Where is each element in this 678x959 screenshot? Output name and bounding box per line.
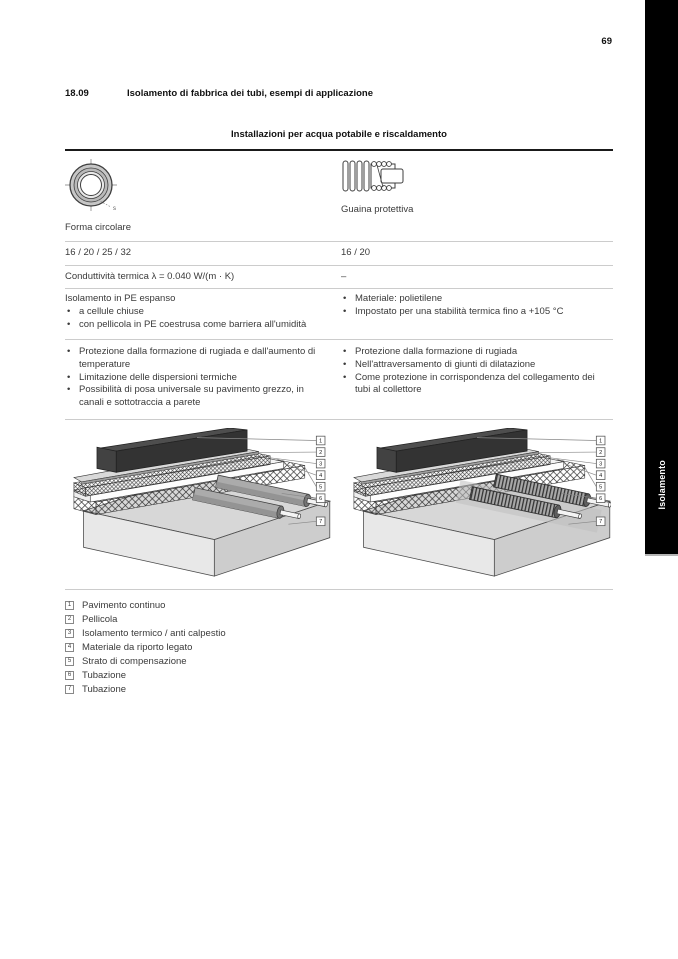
legend-label: Tubazione <box>82 670 127 682</box>
conductivity-right: – <box>341 270 347 282</box>
table-row-diagrams <box>65 420 613 590</box>
legend-item <box>65 683 613 697</box>
legend-label: Pellicola <box>82 614 118 626</box>
callout-7: 7 <box>319 519 323 526</box>
legend-number-box: 1 <box>65 601 74 610</box>
legend-label: Pavimento continuo <box>82 600 166 612</box>
legend-label: Isolamento termico / anti calpestio <box>82 628 226 640</box>
legend-label: Materiale da riporto legato <box>82 642 193 654</box>
cell-guaina-protettiva <box>341 158 613 235</box>
sizes-left: 16 / 20 / 25 / 32 <box>65 246 132 258</box>
callout-6: 6 <box>319 496 323 503</box>
bullet-dot: • <box>343 358 347 370</box>
legend-label: Tubazione <box>82 684 127 696</box>
properties-left <box>65 346 341 410</box>
page-number: 69 <box>601 36 612 47</box>
table-row-properties <box>65 340 613 420</box>
list-item: • Protezione dalla formazione di rugiada e dall'aumento di temperature <box>67 345 316 370</box>
legend-item <box>65 655 613 669</box>
bullet-dot: • <box>67 371 71 383</box>
bullet-dot: • <box>343 345 347 357</box>
callout-7: 7 <box>599 519 603 526</box>
properties-right <box>341 346 613 410</box>
callout-2: 2 <box>599 449 603 456</box>
material-intro: Isolamento in PE espanso <box>65 293 176 305</box>
list-item: • Come protezione in corrispondenza del collegamento dei tubi al collettore <box>343 371 595 396</box>
callout-5: 5 <box>319 484 323 491</box>
callout-1: 1 <box>319 438 323 445</box>
bullet-dot: • <box>67 345 71 357</box>
legend-item <box>65 627 613 641</box>
bullet-dot: • <box>67 319 71 331</box>
table-row-material <box>65 289 613 339</box>
table-header: Installazioni per acqua potabile e riscaldamento <box>65 129 613 151</box>
legend-item <box>65 669 613 683</box>
bullet-dot: • <box>343 293 347 305</box>
page-content <box>65 0 613 697</box>
callout-3: 3 <box>599 461 603 468</box>
material-right <box>341 293 613 331</box>
callout-4: 4 <box>319 473 323 480</box>
list-item: • Limitazione delle dispersioni termiche <box>67 371 237 383</box>
section-number: 18.09 <box>65 88 89 99</box>
list-item: • Materiale: polietilene <box>343 293 443 305</box>
bullet-dot: • <box>343 371 347 383</box>
legend-label: Strato di compensazione <box>82 656 187 668</box>
legend-item <box>65 641 613 655</box>
conductivity-left: Conduttività termica λ = 0.040 W/(m · K) <box>65 270 235 282</box>
list-item: • Nell'attraversamento di giunti di dilatazione <box>343 358 536 370</box>
legend-number-box: 2 <box>65 615 74 624</box>
floor-cross-section-diagram-sheathed-pipes <box>345 428 611 580</box>
legend-number-box: 6 <box>65 671 74 680</box>
list-item: • Impostato per una stabilità termica fino a +105 °C <box>343 306 564 318</box>
legend-item <box>65 599 613 613</box>
callout-3: 3 <box>319 461 323 468</box>
callout-2: 2 <box>319 449 323 456</box>
bullet-dot: • <box>67 306 71 318</box>
list-item: • Protezione dalla formazione di rugiada <box>343 345 518 357</box>
corrugated-sheath-icon <box>341 158 405 194</box>
bullet-dot: • <box>343 306 347 318</box>
callout-5: 5 <box>599 484 603 491</box>
callout-6: 6 <box>599 496 603 503</box>
side-tab-label: Isolamento <box>656 460 667 510</box>
legend-number-box: 4 <box>65 643 74 652</box>
table-row-conductivity <box>65 266 613 290</box>
side-tab <box>645 0 678 554</box>
icon-caption-right: Guaina protettiva <box>341 204 414 215</box>
legend-number-box: 3 <box>65 629 74 638</box>
material-left <box>65 293 341 331</box>
list-item: • a cellule chiuse <box>67 306 144 318</box>
legend-number-box: 5 <box>65 657 74 666</box>
circular-pipe-cross-section-icon <box>65 158 123 218</box>
legend-number-box: 7 <box>65 685 74 694</box>
dimension-label-s: s <box>113 206 116 212</box>
table-row-sizes <box>65 242 613 266</box>
sizes-right: 16 / 20 <box>341 246 371 258</box>
legend-item <box>65 613 613 627</box>
table-row-icons <box>65 151 613 242</box>
icon-caption-left: Forma circolare <box>65 222 131 233</box>
floor-cross-section-diagram-plain-pipes <box>65 428 331 580</box>
section-title: Isolamento di fabbrica dei tubi, esempi di applicazione <box>127 88 373 99</box>
bullet-dot: • <box>67 384 71 396</box>
callout-1: 1 <box>599 438 603 445</box>
cell-forma-circolare <box>65 158 341 235</box>
section-heading <box>65 88 613 99</box>
sheath-body <box>371 162 403 191</box>
list-item: • con pellicola in PE coestrusa come barriera all'umidità <box>67 319 307 331</box>
callout-4: 4 <box>599 473 603 480</box>
diagram-legend <box>65 599 613 697</box>
list-item: • Possibilità di posa universale su pavimento grezzo, in canali e sottotraccia a parete <box>67 384 304 409</box>
